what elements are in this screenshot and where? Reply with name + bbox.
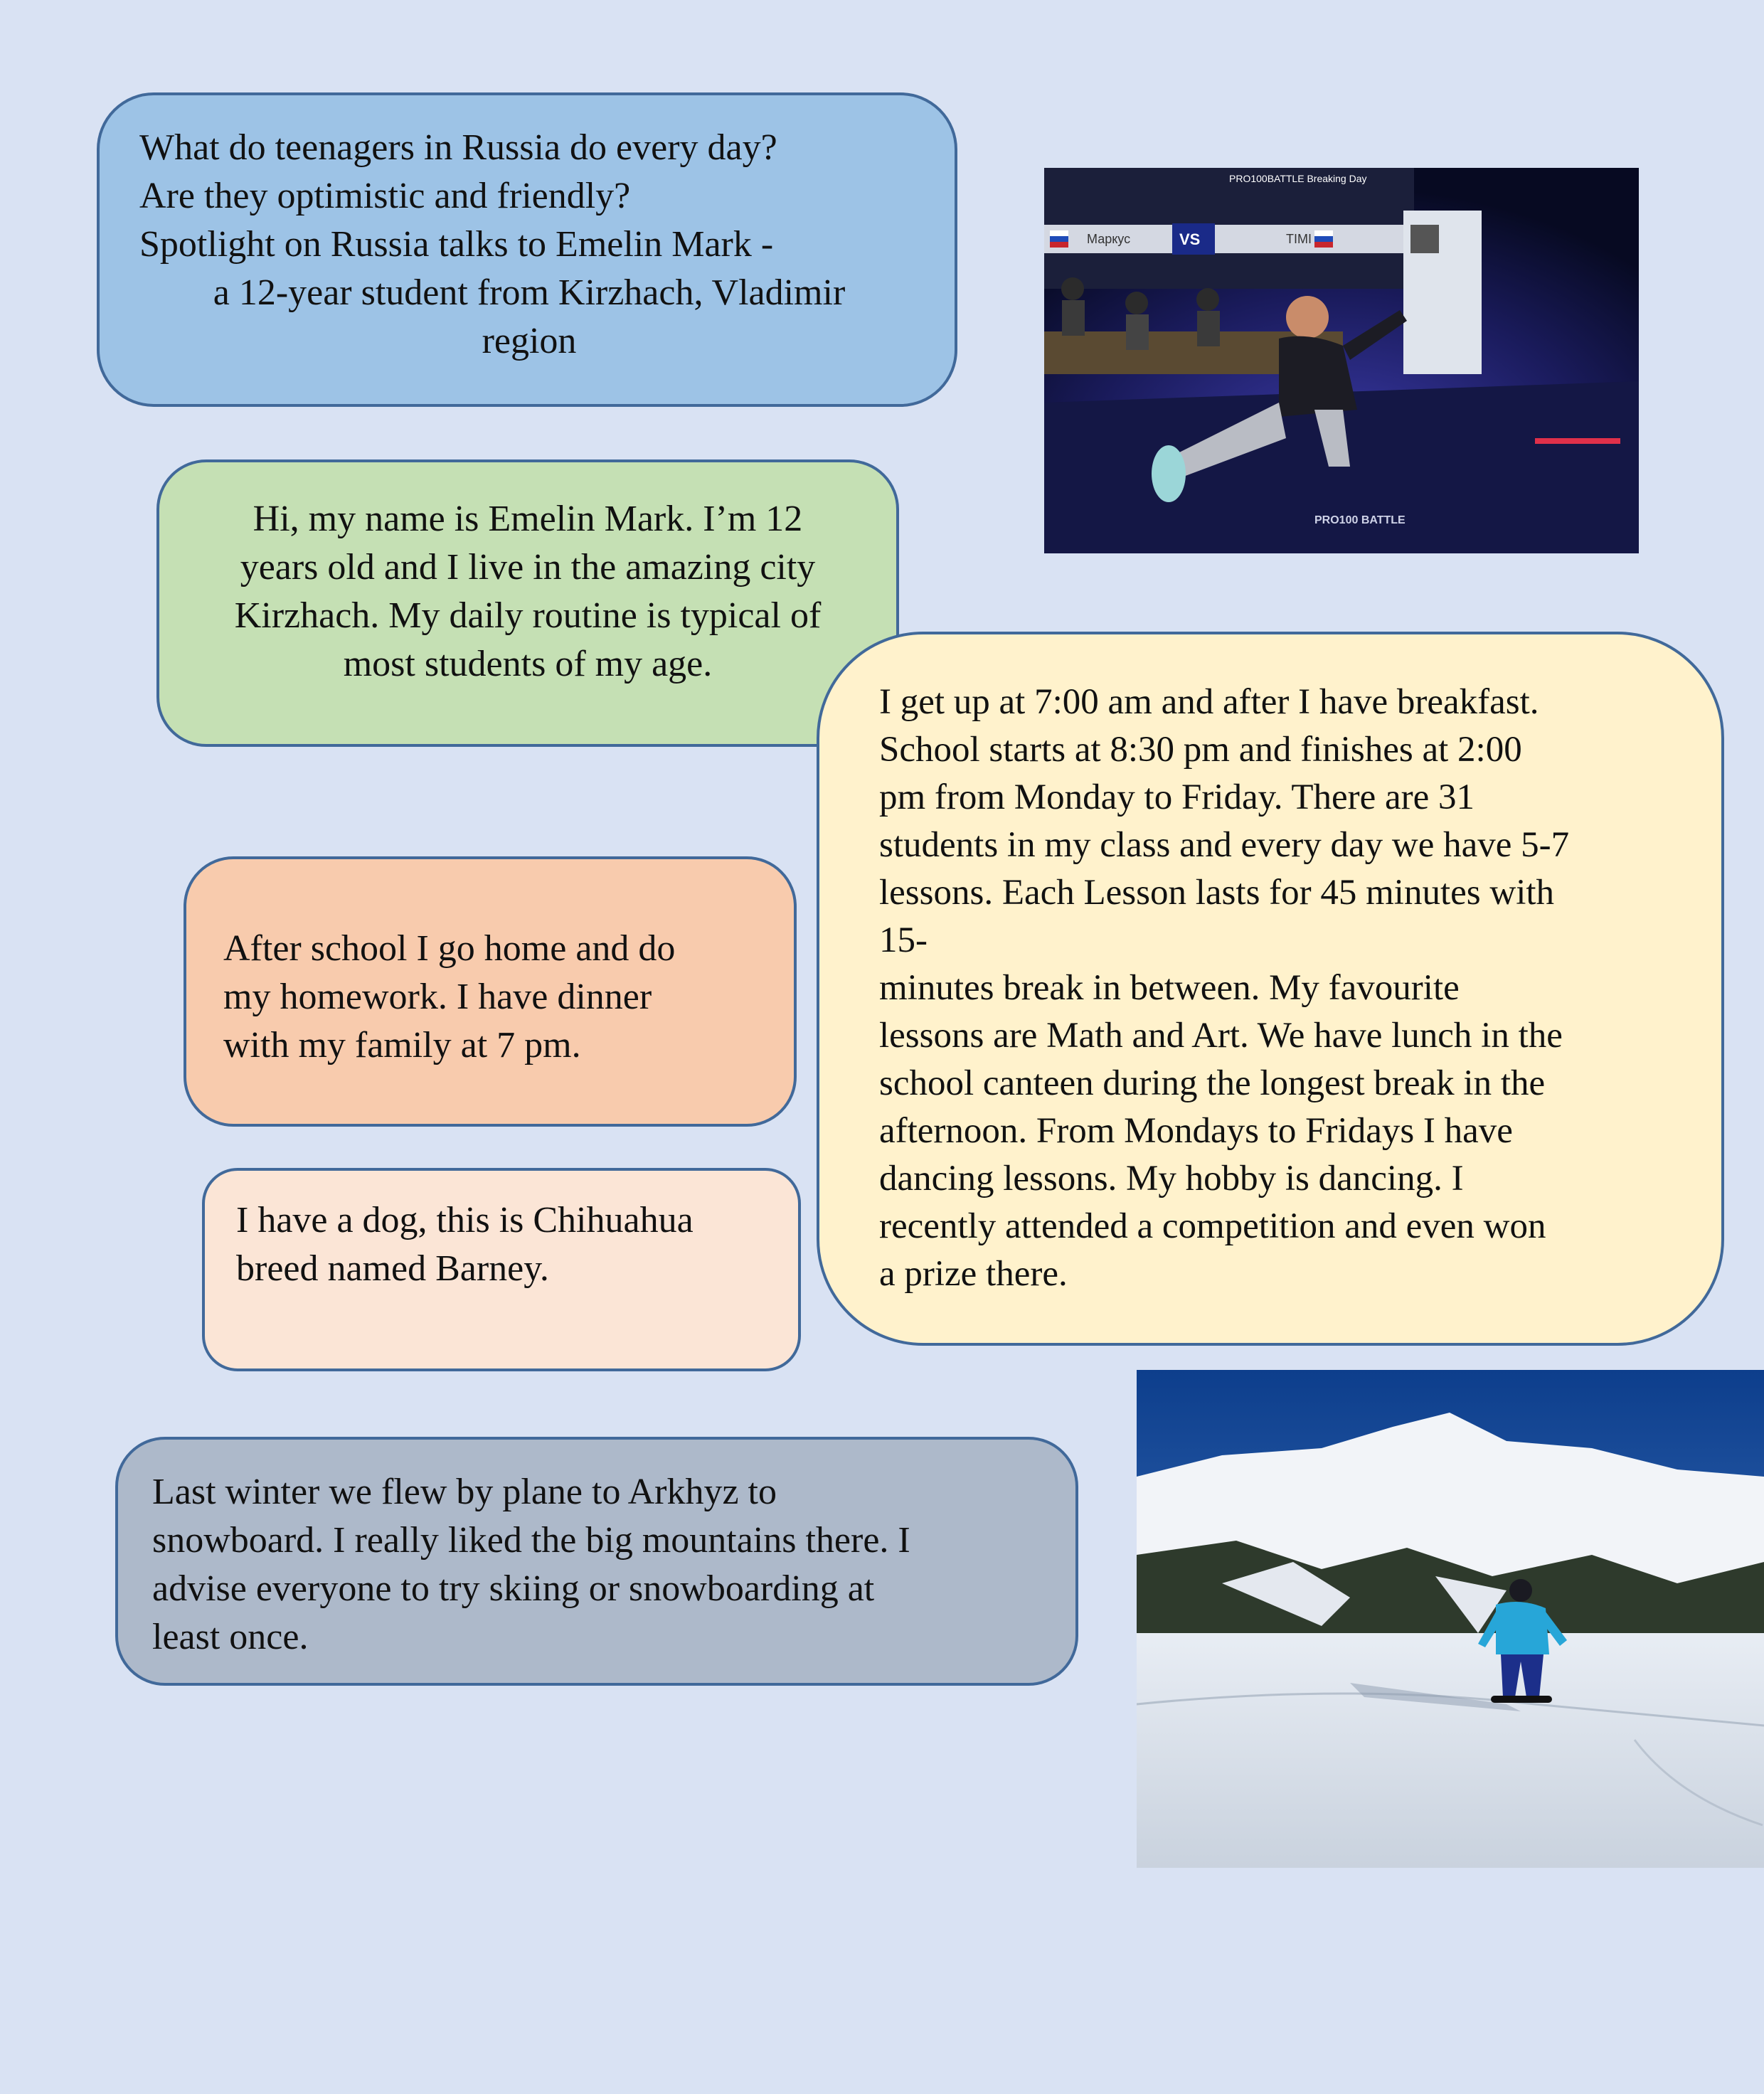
intro-line: Are they optimistic and friendly?: [139, 176, 631, 216]
routine-line: lessons are Math and Art. We have lunch in the: [879, 1016, 1563, 1056]
routine-line: school canteen during the longest break in the: [879, 1063, 1546, 1103]
daily-routine-bubble: [817, 632, 1724, 1346]
routine-line: School starts at 8:30 pm and finishes at 2:00: [879, 730, 1522, 770]
winter-line: snowboard. I really liked the big mountains there. I: [152, 1520, 910, 1561]
intro-line: a 12-year student from Kirzhach, Vladimir: [213, 272, 846, 313]
pet-bubble: [202, 1168, 801, 1371]
greeting-line: Hi, my name is Emelin Mark. I’m 12: [253, 499, 803, 539]
winter-line: least once.: [152, 1617, 309, 1657]
player-right-name: TIMI: [1286, 232, 1312, 246]
after-school-line: with my family at 7 pm.: [223, 1025, 581, 1065]
dance-competition-illustration: [1044, 168, 1639, 553]
routine-line: I get up at 7:00 am and after I have breakfast.: [879, 682, 1539, 722]
intro-line: What do teenagers in Russia do every day?: [139, 127, 777, 168]
snowboarding-photo: [1137, 1370, 1764, 1868]
intro-bubble: [97, 92, 957, 407]
greeting-line: most students of my age.: [343, 644, 713, 684]
winter-line: Last winter we flew by plane to Arkhyz to: [152, 1472, 777, 1512]
intro-line: Spotlight on Russia talks to Emelin Mark -: [139, 224, 774, 265]
routine-line: afternoon. From Mondays to Fridays I have: [879, 1111, 1513, 1151]
routine-line: recently attended a competition and even won: [879, 1206, 1546, 1246]
versus-label: VS: [1179, 230, 1201, 248]
after-school-line: my homework. I have dinner: [223, 977, 652, 1017]
greeting-line: Kirzhach. My daily routine is typical of: [234, 595, 822, 636]
intro-line: region: [482, 321, 577, 361]
routine-line: 15-: [879, 920, 928, 960]
routine-line: a prize there.: [879, 1254, 1068, 1294]
pet-line: I have a dog, this is Chihuahua: [236, 1200, 694, 1240]
player-left-name: Маркус: [1087, 232, 1131, 246]
routine-line: lessons. Each Lesson lasts for 45 minutes with: [879, 873, 1555, 913]
greeting-line: years old and I live in the amazing city: [240, 547, 816, 588]
pet-line: breed named Barney.: [236, 1248, 549, 1289]
snowboarding-illustration: [1137, 1370, 1764, 1868]
routine-line: students in my class and every day we have 5-7: [879, 825, 1570, 865]
after-school-bubble: [184, 856, 797, 1127]
routine-line: pm from Monday to Friday. There are 31: [879, 777, 1475, 817]
winter-line: advise everyone to try skiing or snowboarding at: [152, 1568, 875, 1609]
floor-logo-text: PRO100 BATTLE: [1314, 514, 1406, 526]
after-school-line: After school I go home and do: [223, 928, 676, 969]
greeting-bubble: [156, 459, 899, 747]
routine-line: dancing lessons. My hobby is dancing. I: [879, 1159, 1464, 1199]
routine-line: minutes break in between. My favourite: [879, 968, 1460, 1008]
winter-trip-bubble: [115, 1437, 1078, 1686]
dance-competition-photo: [1044, 168, 1639, 553]
banner-title: PRO100BATTLE Breaking Day: [1229, 173, 1367, 184]
